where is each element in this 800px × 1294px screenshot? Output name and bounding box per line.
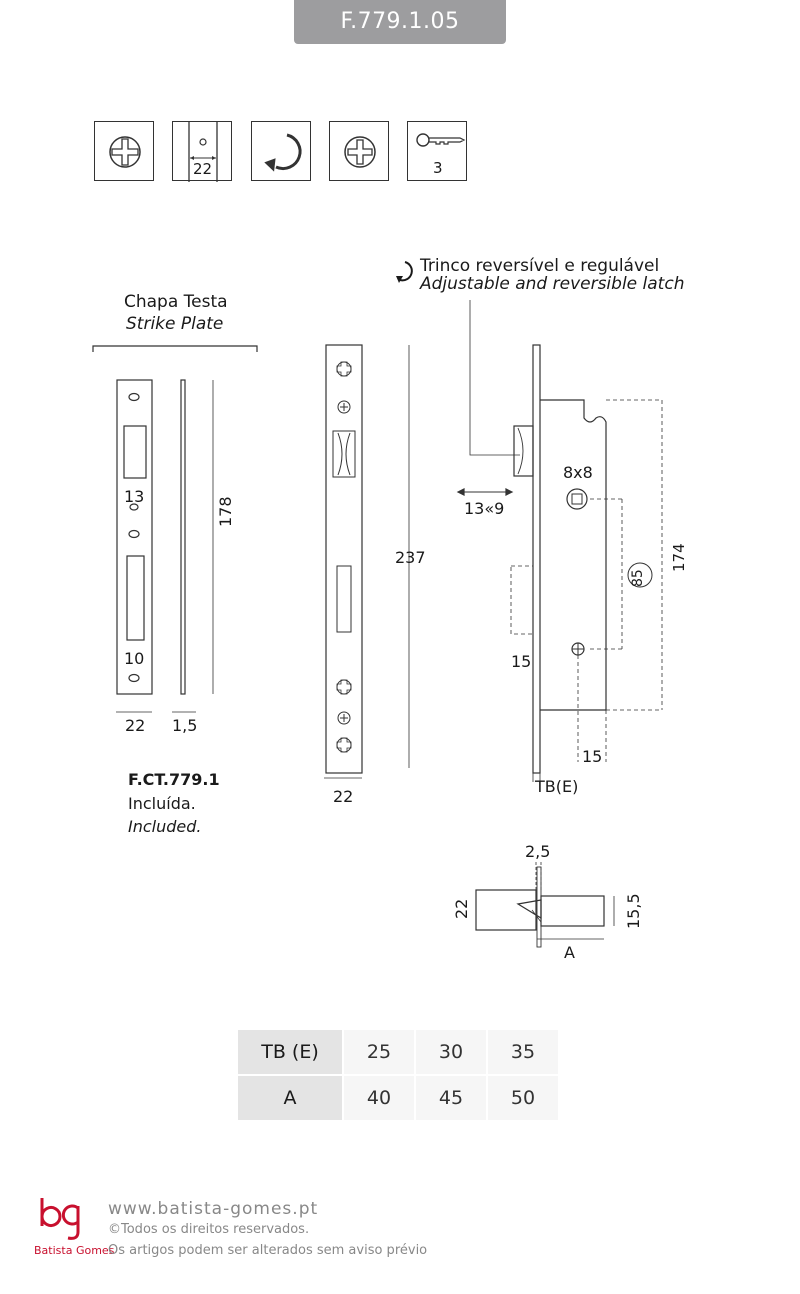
table-header-a: A <box>237 1075 343 1121</box>
dim-85: 85 <box>630 569 646 587</box>
included-en: Included. <box>128 817 202 836</box>
dim-latch-height: 22 <box>452 898 471 919</box>
product-code-tab: F.779.1.05 <box>294 0 506 44</box>
dim-174: 174 <box>670 543 688 572</box>
table-cell: 50 <box>487 1075 559 1121</box>
bg-logo-icon <box>34 1196 94 1242</box>
reversible-latch-icon <box>394 259 414 285</box>
dim-faceplate-width: 22 <box>333 787 354 806</box>
faceplate-width-label: 22 <box>193 160 213 178</box>
dim-strike-width: 22 <box>125 716 146 735</box>
disclaimer-text: Os artigos podem ser alterados sem aviso prévio <box>108 1243 428 1258</box>
included-pt: Incluída. <box>128 794 196 813</box>
table-row <box>237 1075 559 1121</box>
website-url[interactable]: www.batista-gomes.pt <box>108 1199 319 1219</box>
latch-bolt <box>514 426 533 476</box>
lock-faceplate-side <box>533 345 540 773</box>
dim-2-5: 2,5 <box>525 842 551 861</box>
table-cell: 40 <box>343 1075 415 1121</box>
dim-a: A <box>564 943 575 962</box>
table-cell: 30 <box>415 1029 487 1075</box>
follower-square <box>567 489 587 509</box>
latch-note-en: Adjustable and reversible latch <box>420 274 685 294</box>
table-cell: 35 <box>487 1029 559 1075</box>
lock-case <box>540 400 606 710</box>
backset-label: TB(E) <box>535 777 579 796</box>
brand-name: Batista Gomes <box>34 1244 115 1257</box>
strike-plate-side <box>181 380 185 694</box>
dim-15-5: 15,5 <box>624 893 643 929</box>
table-cell: 45 <box>415 1075 487 1121</box>
strike-plate-title-pt: Chapa Testa <box>124 292 228 312</box>
dim-10: 10 <box>124 649 145 668</box>
dim-13: 13 <box>124 487 145 506</box>
table-row <box>237 1029 559 1075</box>
strike-plate-ref: F.CT.779.1 <box>128 770 220 789</box>
dim-15-left: 15 <box>511 652 532 671</box>
latch-detail <box>476 862 614 947</box>
strike-plate-title-en: Strike Plate <box>126 314 224 334</box>
dim-latch-travel: 13«9 <box>464 499 505 518</box>
strike-plate-bracket <box>93 346 257 352</box>
key-count-label: 3 <box>433 159 443 177</box>
backset-spec-table <box>236 1028 560 1122</box>
dim-237: 237 <box>395 548 426 567</box>
dim-thickness: 1,5 <box>172 716 198 735</box>
table-header-tb: TB (E) <box>237 1029 343 1075</box>
latch-note-pt: Trinco reversível e regulável <box>420 256 660 276</box>
follower-square-label: 8x8 <box>563 463 593 482</box>
table-cell: 25 <box>343 1029 415 1075</box>
dim-178: 178 <box>216 496 235 527</box>
dim-15-bottom: 15 <box>582 747 603 766</box>
copyright-text: ©Todos os direitos reservados. <box>108 1222 310 1237</box>
